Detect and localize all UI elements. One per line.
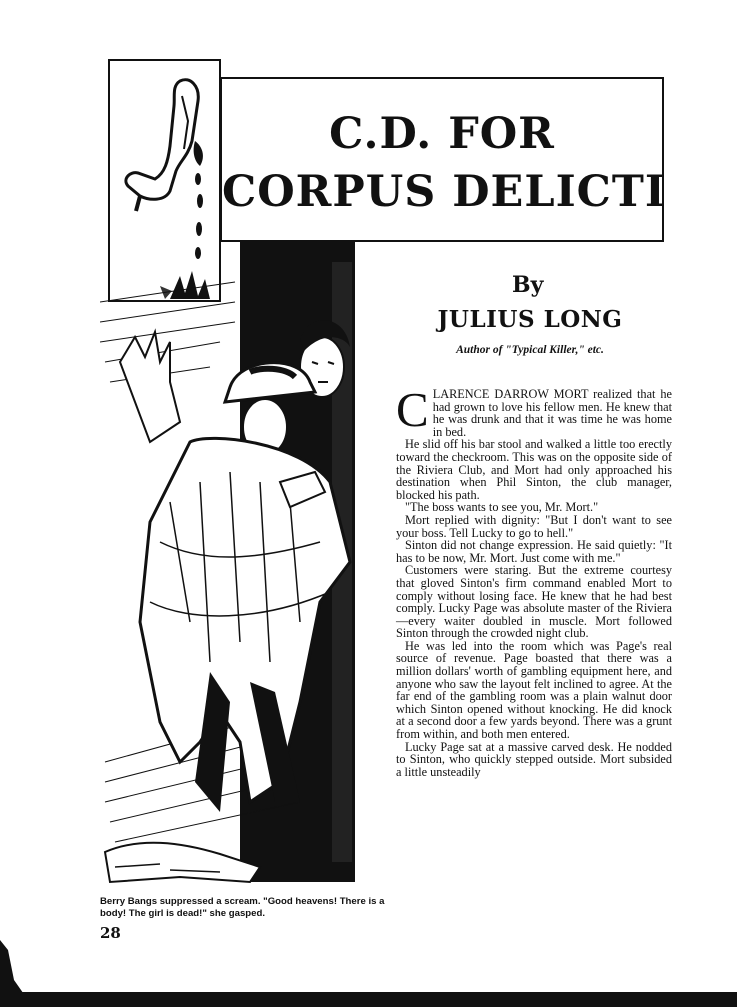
article-title-line2: CORPUS DELICTI <box>222 167 667 217</box>
author-name: JULIUS LONG <box>437 306 623 333</box>
article-body <box>396 382 672 779</box>
paragraph-5: Sinton did not change expression. He said quietly: "It has to be now, Mr. Mort. Just come with me." <box>396 538 672 565</box>
main-illustration <box>100 242 385 892</box>
page-number: 28 <box>100 924 121 942</box>
illustration-caption: Berry Bangs suppressed a scream. "Good heavens! There is a body! The girl is dead!" she gasped. <box>100 896 385 919</box>
paragraph-3: "The boss wants to see you, Mr. Mort." <box>405 500 599 515</box>
paragraph-8: Lucky Page sat at a massive carved desk. He nodded to Sinton, who quickly stepped outside. Mort subsided a little unsteadily <box>396 739 672 779</box>
paragraph-2: He slid off his bar stool and walked a little too erectly toward the checkroom. This was on the opposite side of the Riviera Club, and Mort had only approached his destination when Phil Sinton, the club manager, blocked his path. <box>396 437 672 502</box>
paragraph-4: Mort replied with dignity: "But I don't want to see your boss. Tell Lucky to go to hell." <box>396 512 672 540</box>
paragraph-1: CLARENCE DARROW MORT realized that he had grown to love his fellow men. He knew that he was drunk and that it was time he was home in bed. <box>396 382 672 439</box>
title-box <box>220 77 667 242</box>
paragraph-6: Customers were staring. But the extreme courtesy that gloved Sinton's firm command enabled Mort to comply without losing face. He knew that he had best comply. Lucky Page was absolute master of the Riviera—every waiter doubled in muscle. Mort followed Sinton through the crowded night club. <box>396 563 672 641</box>
bottom-edge-bar <box>0 992 737 1007</box>
drop-cap: C <box>396 382 429 437</box>
author-credit: Author of "Typical Killer," etc. <box>456 344 604 356</box>
byline-by: By <box>512 272 544 298</box>
article-title-line1: C.D. FOR <box>329 109 555 159</box>
paragraph-7: He was led into the room which was Page's real source of revenue. Page boasted that there was a million dollars' worth of gambling equipment here, and anyone who saw the layout felt inclined to agree. At the far end of the gambling room was a plain walnut door which Sinton opened without knocking. He did knock at a second door a few yards beyond. There was a grunt from within, and both men entered. <box>396 638 672 742</box>
